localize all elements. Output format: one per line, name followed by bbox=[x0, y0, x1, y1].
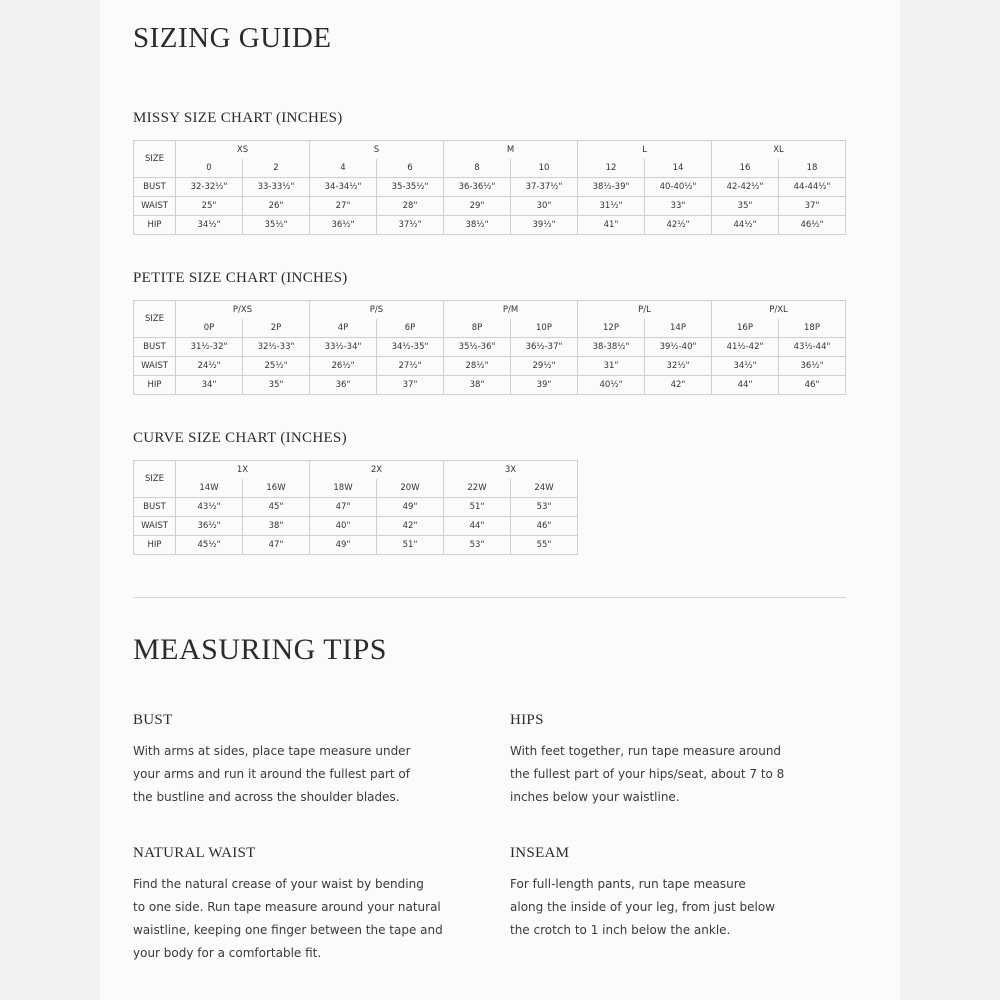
table-cell: 53" bbox=[444, 536, 511, 555]
row-label: BUST bbox=[134, 338, 176, 357]
table-cell: 46" bbox=[511, 517, 578, 536]
size-group-header: S bbox=[310, 141, 444, 160]
table-cell: 44-44½" bbox=[779, 178, 846, 197]
size-number: 20W bbox=[377, 479, 444, 498]
table-cell: 44½" bbox=[712, 216, 779, 235]
table-cell: 35½" bbox=[243, 216, 310, 235]
tip-line: the bustline and across the shoulder blades. bbox=[133, 790, 400, 804]
tip-heading-bust: BUST bbox=[133, 712, 173, 728]
tip-body-bust bbox=[133, 740, 443, 809]
table-row bbox=[134, 517, 578, 536]
table-cell: 45" bbox=[243, 498, 310, 517]
table-cell: 25" bbox=[176, 197, 243, 216]
size-number: 0 bbox=[176, 159, 243, 178]
row-label: HIP bbox=[134, 536, 176, 555]
size-number: 16P bbox=[712, 319, 779, 338]
table-cell: 43½" bbox=[176, 498, 243, 517]
table-cell: 46" bbox=[779, 376, 846, 395]
size-group-header: XL bbox=[712, 141, 846, 160]
table-cell: 28½" bbox=[444, 357, 511, 376]
table-cell: 47" bbox=[243, 536, 310, 555]
table-cell: 36½" bbox=[779, 357, 846, 376]
tip-line: the fullest part of your hips/seat, about 7 to 8 bbox=[510, 767, 785, 781]
table-cell: 38" bbox=[243, 517, 310, 536]
size-header: SIZE bbox=[134, 141, 176, 178]
size-number: 2P bbox=[243, 319, 310, 338]
tip-heading-natural-waist: NATURAL WAIST bbox=[133, 845, 256, 861]
table-cell: 42" bbox=[645, 376, 712, 395]
table-cell: 39½-40" bbox=[645, 338, 712, 357]
table-cell: 40" bbox=[310, 517, 377, 536]
table-cell: 25½" bbox=[243, 357, 310, 376]
size-number: 4P bbox=[310, 319, 377, 338]
table-cell: 39" bbox=[511, 376, 578, 395]
size-group-header: L bbox=[578, 141, 712, 160]
tip-line: For full-length pants, run tape measure bbox=[510, 877, 746, 891]
table-cell: 46½" bbox=[779, 216, 846, 235]
petite-chart-title: PETITE SIZE CHART (INCHES) bbox=[133, 270, 348, 286]
size-group-header: 3X bbox=[444, 461, 578, 480]
size-number: 10 bbox=[511, 159, 578, 178]
tip-body-hips bbox=[510, 740, 820, 809]
table-cell: 32½-33" bbox=[243, 338, 310, 357]
table-cell: 51" bbox=[377, 536, 444, 555]
size-number: 18 bbox=[779, 159, 846, 178]
size-number: 12 bbox=[578, 159, 645, 178]
size-number: 22W bbox=[444, 479, 511, 498]
table-row bbox=[134, 498, 578, 517]
size-number: 16W bbox=[243, 479, 310, 498]
table-cell: 37½" bbox=[377, 216, 444, 235]
size-number: 8P bbox=[444, 319, 511, 338]
tip-line: With feet together, run tape measure around bbox=[510, 744, 782, 758]
tip-body-inseam bbox=[510, 873, 820, 942]
table-cell: 35" bbox=[243, 376, 310, 395]
table-cell: 34-34½" bbox=[310, 178, 377, 197]
table-cell: 31" bbox=[578, 357, 645, 376]
table-cell: 34½" bbox=[712, 357, 779, 376]
size-number: 10P bbox=[511, 319, 578, 338]
size-number: 16 bbox=[712, 159, 779, 178]
size-group-header: P/S bbox=[310, 301, 444, 320]
table-cell: 29" bbox=[444, 197, 511, 216]
table-cell: 44" bbox=[444, 517, 511, 536]
size-number: 18W bbox=[310, 479, 377, 498]
table-cell: 38" bbox=[444, 376, 511, 395]
table-row bbox=[134, 197, 846, 216]
table-cell: 51" bbox=[444, 498, 511, 517]
table-row bbox=[134, 357, 846, 376]
tip-line: along the inside of your leg, from just below bbox=[510, 900, 775, 914]
table-cell: 28" bbox=[377, 197, 444, 216]
size-number: 14W bbox=[176, 479, 243, 498]
table-cell: 36" bbox=[310, 376, 377, 395]
size-number: 6 bbox=[377, 159, 444, 178]
table-cell: 29½" bbox=[511, 357, 578, 376]
size-number: 6P bbox=[377, 319, 444, 338]
table-cell: 34" bbox=[176, 376, 243, 395]
table-cell: 49" bbox=[310, 536, 377, 555]
size-header: SIZE bbox=[134, 301, 176, 338]
table-cell: 49" bbox=[377, 498, 444, 517]
table-cell: 47" bbox=[310, 498, 377, 517]
table-cell: 26" bbox=[243, 197, 310, 216]
curve-size-table bbox=[133, 460, 578, 555]
table-row bbox=[134, 178, 846, 197]
tip-line: your body for a comfortable fit. bbox=[133, 946, 322, 960]
row-label: WAIST bbox=[134, 197, 176, 216]
tip-line: the crotch to 1 inch below the ankle. bbox=[510, 923, 731, 937]
size-number: 24W bbox=[511, 479, 578, 498]
table-cell: 34½-35" bbox=[377, 338, 444, 357]
size-group-header: 2X bbox=[310, 461, 444, 480]
table-cell: 41" bbox=[578, 216, 645, 235]
table-cell: 31½-32" bbox=[176, 338, 243, 357]
table-cell: 45½" bbox=[176, 536, 243, 555]
table-row bbox=[134, 216, 846, 235]
size-number: 18P bbox=[779, 319, 846, 338]
page-title: SIZING GUIDE bbox=[133, 22, 332, 54]
size-group-header: XS bbox=[176, 141, 310, 160]
table-row bbox=[134, 376, 846, 395]
section-divider bbox=[133, 597, 846, 598]
tip-line: Find the natural crease of your waist by bending bbox=[133, 877, 424, 891]
table-cell: 36½" bbox=[176, 517, 243, 536]
table-cell: 55" bbox=[511, 536, 578, 555]
table-cell: 27½" bbox=[377, 357, 444, 376]
table-cell: 42½" bbox=[645, 216, 712, 235]
table-cell: 40½" bbox=[578, 376, 645, 395]
measuring-tips-title: MEASURING TIPS bbox=[133, 633, 387, 666]
table-cell: 31½" bbox=[578, 197, 645, 216]
row-label: WAIST bbox=[134, 357, 176, 376]
table-cell: 32-32½" bbox=[176, 178, 243, 197]
table-cell: 37" bbox=[779, 197, 846, 216]
table-cell: 36½-37" bbox=[511, 338, 578, 357]
size-header: SIZE bbox=[134, 461, 176, 498]
table-cell: 30" bbox=[511, 197, 578, 216]
table-cell: 27" bbox=[310, 197, 377, 216]
table-cell: 37" bbox=[377, 376, 444, 395]
tip-line: to one side. Run tape measure around your natural bbox=[133, 900, 441, 914]
missy-size-table bbox=[133, 140, 846, 235]
table-cell: 38-38½" bbox=[578, 338, 645, 357]
size-group-header: 1X bbox=[176, 461, 310, 480]
size-group-header: P/L bbox=[578, 301, 712, 320]
table-cell: 53" bbox=[511, 498, 578, 517]
table-cell: 44" bbox=[712, 376, 779, 395]
table-cell: 35-35½" bbox=[377, 178, 444, 197]
table-cell: 35" bbox=[712, 197, 779, 216]
size-number: 14P bbox=[645, 319, 712, 338]
table-cell: 38½" bbox=[444, 216, 511, 235]
table-cell: 40-40½" bbox=[645, 178, 712, 197]
missy-chart-title: MISSY SIZE CHART (INCHES) bbox=[133, 110, 343, 126]
petite-size-table bbox=[133, 300, 846, 395]
table-cell: 42-42½" bbox=[712, 178, 779, 197]
row-label: WAIST bbox=[134, 517, 176, 536]
table-cell: 41½-42" bbox=[712, 338, 779, 357]
tip-body-natural-waist bbox=[133, 873, 473, 965]
table-cell: 24½" bbox=[176, 357, 243, 376]
table-cell: 33½-34" bbox=[310, 338, 377, 357]
tip-line: inches below your waistline. bbox=[510, 790, 680, 804]
tip-line: With arms at sides, place tape measure under bbox=[133, 744, 411, 758]
tip-heading-inseam: INSEAM bbox=[510, 845, 570, 861]
curve-chart-title: CURVE SIZE CHART (INCHES) bbox=[133, 430, 347, 446]
table-cell: 36½" bbox=[310, 216, 377, 235]
tip-line: waistline, keeping one finger between the tape and bbox=[133, 923, 443, 937]
size-group-header: P/XL bbox=[712, 301, 846, 320]
table-cell: 26½" bbox=[310, 357, 377, 376]
table-row bbox=[134, 536, 578, 555]
size-number: 0P bbox=[176, 319, 243, 338]
size-number: 14 bbox=[645, 159, 712, 178]
size-group-header: M bbox=[444, 141, 578, 160]
size-number: 2 bbox=[243, 159, 310, 178]
row-label: HIP bbox=[134, 216, 176, 235]
table-row bbox=[134, 338, 846, 357]
row-label: HIP bbox=[134, 376, 176, 395]
table-cell: 37-37½" bbox=[511, 178, 578, 197]
table-cell: 32½" bbox=[645, 357, 712, 376]
tip-heading-hips: HIPS bbox=[510, 712, 544, 728]
size-number: 8 bbox=[444, 159, 511, 178]
size-group-header: P/M bbox=[444, 301, 578, 320]
table-cell: 34½" bbox=[176, 216, 243, 235]
size-number: 4 bbox=[310, 159, 377, 178]
row-label: BUST bbox=[134, 498, 176, 517]
size-group-header: P/XS bbox=[176, 301, 310, 320]
table-cell: 36-36½" bbox=[444, 178, 511, 197]
table-cell: 35½-36" bbox=[444, 338, 511, 357]
table-cell: 39½" bbox=[511, 216, 578, 235]
size-number: 12P bbox=[578, 319, 645, 338]
table-cell: 42" bbox=[377, 517, 444, 536]
table-cell: 33-33½" bbox=[243, 178, 310, 197]
table-cell: 38½-39" bbox=[578, 178, 645, 197]
table-cell: 33" bbox=[645, 197, 712, 216]
row-label: BUST bbox=[134, 178, 176, 197]
table-cell: 43½-44" bbox=[779, 338, 846, 357]
tip-line: your arms and run it around the fullest part of bbox=[133, 767, 410, 781]
